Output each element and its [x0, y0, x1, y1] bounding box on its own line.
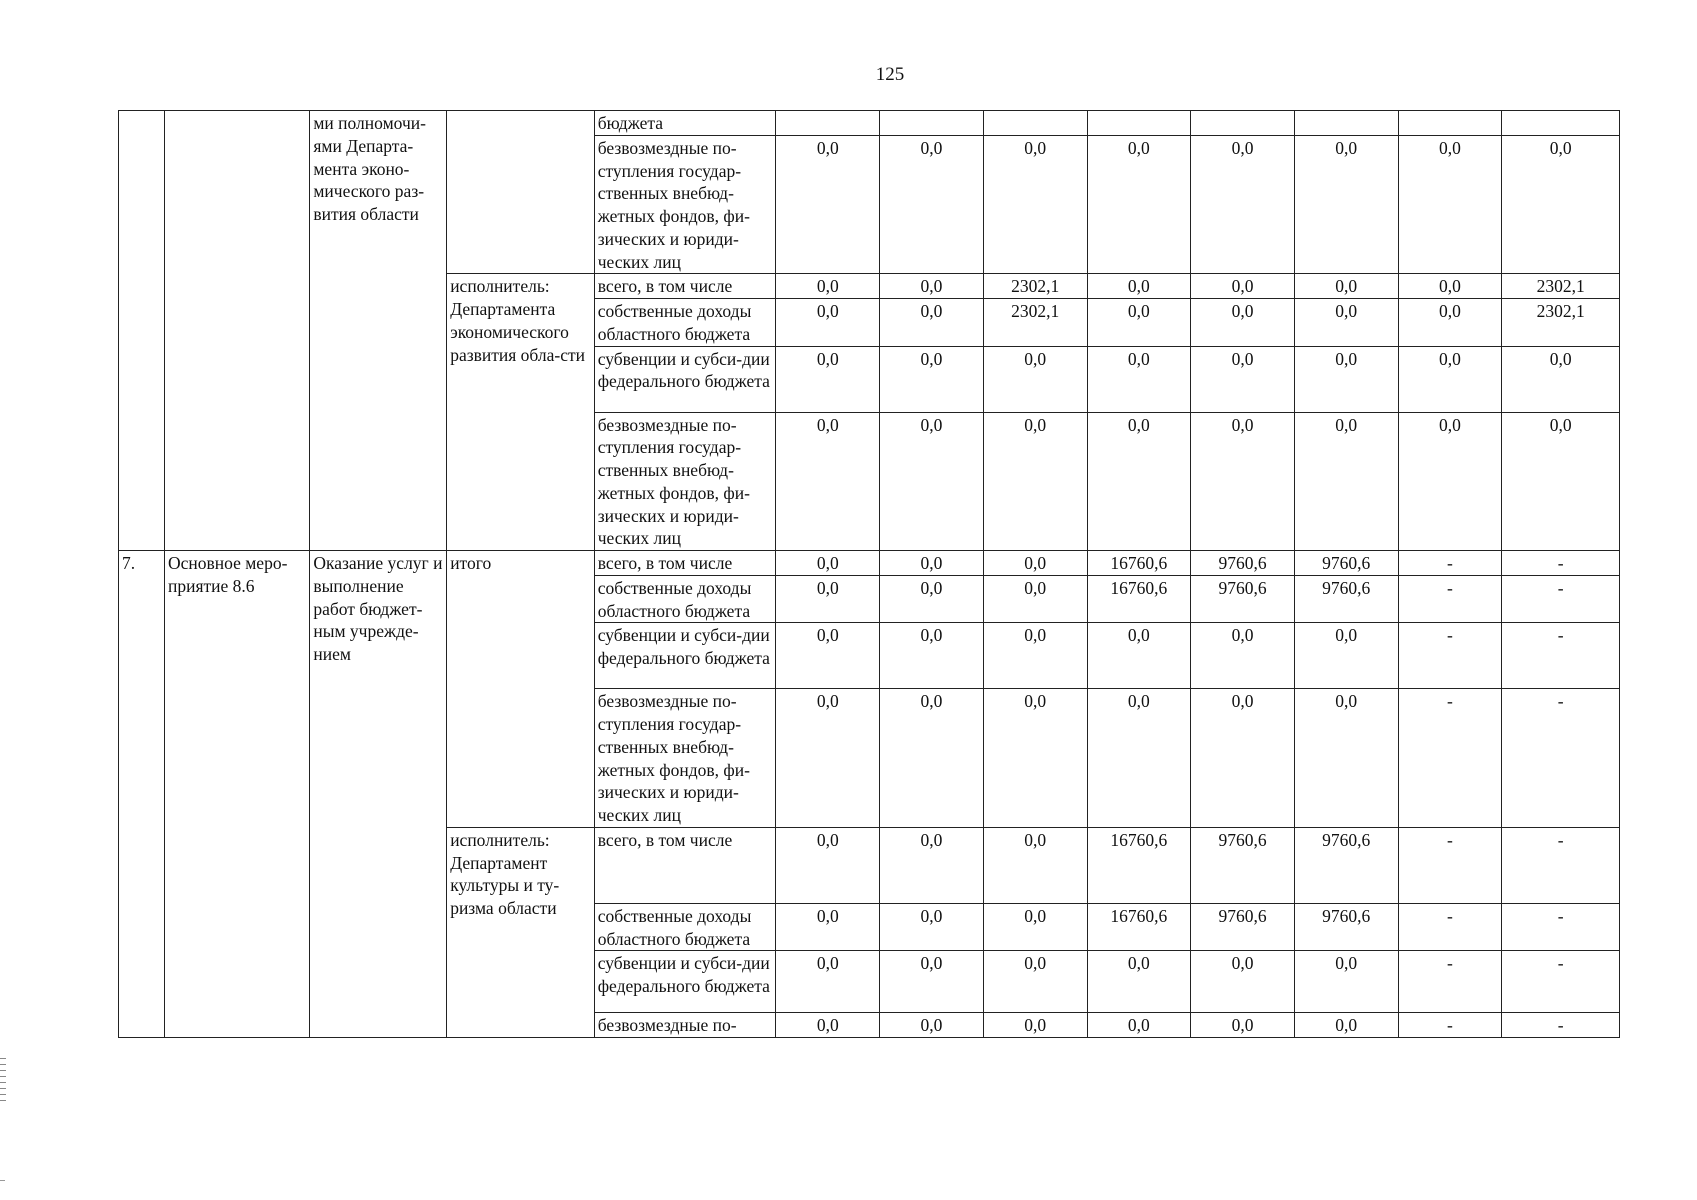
value-cell: 0,0	[1398, 346, 1502, 412]
funding-source-cell: всего, в том числе	[594, 551, 776, 576]
value-cell: 0,0	[880, 689, 984, 828]
value-cell: 9760,6	[1191, 903, 1295, 951]
value-cell: -	[1398, 689, 1502, 828]
value-cell: 0,0	[1502, 135, 1620, 274]
value-cell: 0,0	[1087, 689, 1191, 828]
value-cell: 0,0	[1294, 689, 1398, 828]
value-cell: 0,0	[880, 135, 984, 274]
value-cell: 0,0	[983, 575, 1087, 623]
value-cell: 0,0	[1294, 299, 1398, 347]
value-cell: 0,0	[1191, 951, 1295, 1013]
value-cell: 0,0	[1191, 689, 1295, 828]
value-cell: 2302,1	[1502, 299, 1620, 347]
value-cell: 0,0	[1502, 412, 1620, 551]
value-cell: 0,0	[776, 1013, 880, 1038]
value-cell: 0,0	[1087, 346, 1191, 412]
value-cell: 0,0	[983, 1013, 1087, 1038]
funding-source-cell: безвозмездные по-ступления государ-ственных внебюд-жетных фондов, фи-зических и юриди-ческих лиц	[594, 412, 776, 551]
value-cell: 0,0	[776, 827, 880, 903]
value-cell: 0,0	[776, 299, 880, 347]
funding-source-cell: субвенции и субси-дии федерального бюджета	[594, 623, 776, 689]
row-number-cell	[119, 111, 165, 551]
value-cell: 0,0	[880, 903, 984, 951]
value-cell	[1191, 111, 1295, 136]
value-cell: 0,0	[1087, 951, 1191, 1013]
value-cell: 0,0	[1191, 346, 1295, 412]
value-cell: 16760,6	[1087, 903, 1191, 951]
funding-source-cell: безвозмездные по-ступления государ-ственных внебюд-жетных фондов, фи-зических и юриди-ческих лиц	[594, 135, 776, 274]
value-cell: 0,0	[983, 551, 1087, 576]
value-cell: 0,0	[1294, 623, 1398, 689]
executor-cell: исполнитель: Департамента экономического развития обла-сти	[447, 274, 595, 551]
measure-name-cell: ми полномочи-ями Департа-мента эконо-мического раз-вития области	[310, 111, 447, 551]
value-cell: 0,0	[1087, 623, 1191, 689]
value-cell: -	[1398, 623, 1502, 689]
value-cell: 16760,6	[1087, 827, 1191, 903]
value-cell: 0,0	[776, 689, 880, 828]
value-cell: 0,0	[1087, 274, 1191, 299]
value-cell: 16760,6	[1087, 575, 1191, 623]
value-cell: -	[1502, 623, 1620, 689]
value-cell: 0,0	[983, 903, 1087, 951]
value-cell: 0,0	[776, 575, 880, 623]
value-cell: -	[1398, 827, 1502, 903]
value-cell	[983, 111, 1087, 136]
value-cell: 0,0	[1191, 135, 1295, 274]
funding-source-cell: безвозмездные по-ступления государ-ственных внебюд-жетных фондов, фи-зических и юриди-ческих лиц	[594, 689, 776, 828]
scan-edge-tick	[0, 1180, 5, 1181]
value-cell	[1502, 111, 1620, 136]
funding-source-cell: бюджета	[594, 111, 776, 136]
value-cell: -	[1502, 689, 1620, 828]
value-cell: 9760,6	[1191, 575, 1295, 623]
value-cell: 9760,6	[1294, 575, 1398, 623]
table-row	[119, 111, 1620, 136]
value-cell: -	[1398, 1013, 1502, 1038]
page-number: 125	[875, 64, 905, 85]
value-cell: 0,0	[983, 412, 1087, 551]
scan-edge-mark	[0, 1058, 6, 1104]
value-cell: 0,0	[880, 299, 984, 347]
value-cell: 0,0	[1191, 623, 1295, 689]
value-cell: 9760,6	[1294, 551, 1398, 576]
funding-source-cell: субвенции и субси-дии федерального бюджета	[594, 346, 776, 412]
executor-cell: исполнитель: Департамент культуры и ту-ризма области	[447, 827, 595, 1037]
value-cell: 0,0	[1191, 299, 1295, 347]
value-cell: 16760,6	[1087, 551, 1191, 576]
value-cell: 0,0	[1398, 274, 1502, 299]
value-cell: 0,0	[1294, 1013, 1398, 1038]
budget-table	[118, 110, 1620, 1038]
value-cell: 2302,1	[983, 299, 1087, 347]
value-cell: -	[1502, 551, 1620, 576]
value-cell: 0,0	[983, 951, 1087, 1013]
value-cell: 0,0	[880, 575, 984, 623]
value-cell: 0,0	[1087, 299, 1191, 347]
value-cell: 0,0	[1087, 412, 1191, 551]
funding-source-cell: собственные доходы областного бюджета	[594, 299, 776, 347]
funding-source-cell: собственные доходы областного бюджета	[594, 903, 776, 951]
value-cell: -	[1398, 551, 1502, 576]
measure-name-cell: Оказание услуг и выполнение работ бюджет-ным учрежде-нием	[310, 551, 447, 1038]
value-cell: 0,0	[1398, 299, 1502, 347]
funding-source-cell: субвенции и субси-дии федерального бюджета	[594, 951, 776, 1013]
value-cell: 0,0	[880, 346, 984, 412]
value-cell	[1294, 111, 1398, 136]
value-cell: 0,0	[1087, 135, 1191, 274]
value-cell: 0,0	[983, 346, 1087, 412]
executor-cell	[447, 111, 595, 274]
value-cell: 0,0	[983, 623, 1087, 689]
value-cell: 0,0	[880, 1013, 984, 1038]
value-cell: 0,0	[776, 274, 880, 299]
funding-source-cell: всего, в том числе	[594, 827, 776, 903]
value-cell: 0,0	[983, 135, 1087, 274]
value-cell: 0,0	[776, 623, 880, 689]
executor-cell: итого	[447, 551, 595, 828]
value-cell: 9760,6	[1191, 827, 1295, 903]
value-cell: 0,0	[1398, 135, 1502, 274]
value-cell: 0,0	[880, 551, 984, 576]
table-row	[119, 551, 1620, 576]
value-cell: 0,0	[1398, 412, 1502, 551]
funding-source-cell: всего, в том числе	[594, 274, 776, 299]
row-number-cell: 7.	[119, 551, 165, 1038]
value-cell: 0,0	[1294, 412, 1398, 551]
measure-cell	[164, 111, 309, 551]
value-cell	[1087, 111, 1191, 136]
table-body	[119, 111, 1620, 1038]
value-cell: 0,0	[880, 623, 984, 689]
value-cell: 0,0	[1294, 135, 1398, 274]
value-cell: 0,0	[776, 951, 880, 1013]
value-cell: -	[1502, 1013, 1620, 1038]
funding-source-cell: собственные доходы областного бюджета	[594, 575, 776, 623]
value-cell: 0,0	[776, 135, 880, 274]
value-cell: 0,0	[1502, 346, 1620, 412]
value-cell: -	[1502, 575, 1620, 623]
value-cell: 0,0	[1191, 274, 1295, 299]
value-cell	[776, 111, 880, 136]
value-cell	[880, 111, 984, 136]
value-cell: -	[1502, 827, 1620, 903]
value-cell: -	[1398, 575, 1502, 623]
value-cell: 9760,6	[1294, 903, 1398, 951]
value-cell: -	[1502, 951, 1620, 1013]
value-cell: -	[1398, 903, 1502, 951]
value-cell: 0,0	[1191, 1013, 1295, 1038]
value-cell: 0,0	[776, 551, 880, 576]
value-cell: 0,0	[776, 412, 880, 551]
value-cell: 0,0	[776, 346, 880, 412]
value-cell: 9760,6	[1191, 551, 1295, 576]
value-cell: 0,0	[1294, 274, 1398, 299]
value-cell: 0,0	[1191, 412, 1295, 551]
value-cell: 0,0	[880, 274, 984, 299]
measure-cell: Основное меро-приятие 8.6	[164, 551, 309, 1038]
value-cell: 0,0	[880, 827, 984, 903]
value-cell: 0,0	[880, 951, 984, 1013]
value-cell: 0,0	[1294, 346, 1398, 412]
value-cell: 9760,6	[1294, 827, 1398, 903]
value-cell: 0,0	[983, 827, 1087, 903]
value-cell: 0,0	[1087, 1013, 1191, 1038]
value-cell: 2302,1	[1502, 274, 1620, 299]
value-cell: 0,0	[1294, 951, 1398, 1013]
value-cell: 0,0	[983, 689, 1087, 828]
value-cell: 0,0	[880, 412, 984, 551]
value-cell: 2302,1	[983, 274, 1087, 299]
value-cell: 0,0	[776, 903, 880, 951]
value-cell: -	[1502, 903, 1620, 951]
funding-source-cell: безвозмездные по-	[594, 1013, 776, 1038]
value-cell: -	[1398, 951, 1502, 1013]
value-cell	[1398, 111, 1502, 136]
